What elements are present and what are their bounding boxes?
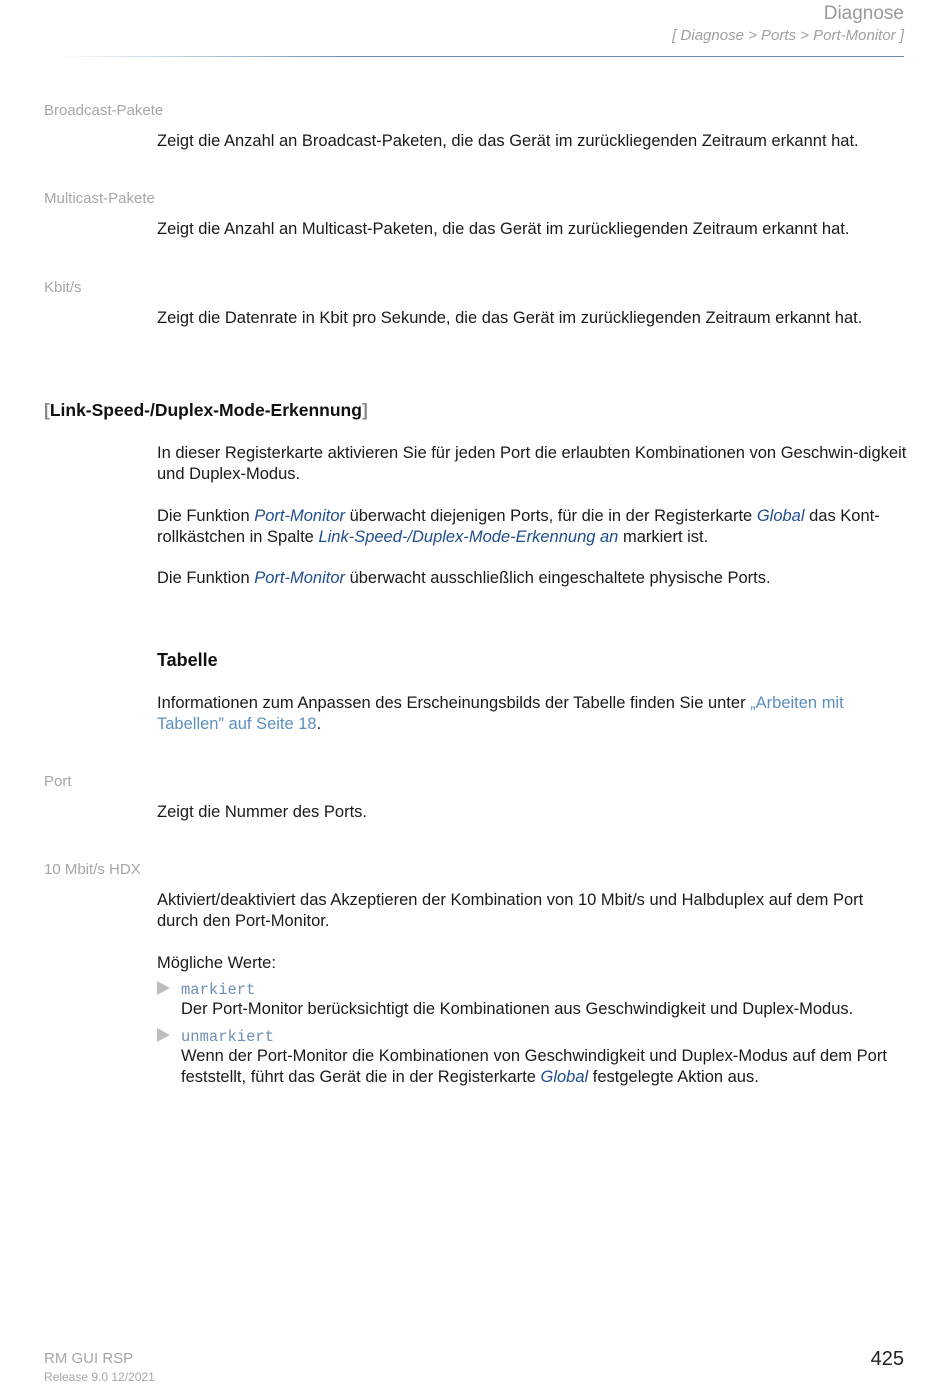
param-name-multicast: Multicast-Pakete (44, 190, 155, 207)
section-paragraph-3 (157, 568, 909, 589)
section-paragraph-2 (157, 506, 909, 548)
param-name-10mbit-hdx: 10 Mbit/s HDX (44, 861, 141, 878)
section-title: Link-Speed-/Duplex-Mode-Erkennung (49, 400, 362, 420)
p3-text-a: Die Funktion (157, 569, 255, 587)
bracket-close: ] (361, 400, 368, 420)
bullet-triangle-icon (157, 1028, 170, 1042)
ui-ref-global-2: Global (540, 1068, 589, 1086)
param-name-kbits: Kbit/s (44, 279, 82, 296)
param-desc-10mbit-hdx: Aktiviert/deaktiviert das Akzeptieren der Kombination von 10 Mbit/s und Halbduplex auf dem Port durch den Port-Monitor. (157, 891, 864, 930)
value-unmarkiert: unmarkiert (181, 1028, 275, 1046)
breadcrumb: [ Diagnose > Ports > Port-Monitor ] (672, 27, 904, 44)
value-markiert: markiert (181, 981, 256, 999)
p2-text-d: markiert ist. (618, 528, 709, 546)
p2-text-c: das Kont-rollkästchen in Spalte (157, 507, 880, 546)
footer-product: RM GUI RSP (44, 1350, 134, 1367)
footer-release: Release 9.0 12/2021 (44, 1370, 155, 1384)
ui-ref-global: Global (756, 507, 805, 525)
param-desc-kbits: Zeigt die Datenrate in Kbit pro Sekunde, die das Gerät im zurückliegenden Zeitraum erkannt hat. (157, 309, 863, 327)
value-unmarkiert-desc (181, 1046, 901, 1088)
section-intro: In dieser Registerkarte aktivieren Sie für jeden Port die erlaubten Kombinationen von Geschwin-digkeit und Duplex-Modus. (157, 444, 907, 483)
value-markiert-desc: Der Port-Monitor berücksichtigt die Kombinationen aus Geschwindigkeit und Duplex-Modus. (181, 1000, 854, 1018)
p3-text-b: überwacht ausschließlich eingeschaltete physische Ports. (345, 569, 771, 587)
ui-ref-port-monitor-2: Port-Monitor (254, 569, 345, 587)
unmarkiert-text-b: festgelegte Aktion aus. (588, 1068, 759, 1086)
chapter-title: Diagnose (823, 3, 904, 24)
ui-ref-link-speed-column: Link-Speed-/Duplex-Mode-Erkennung an (318, 528, 619, 546)
table-info-text-a: Informationen zum Anpassen des Erscheinungsbilds der Tabelle finden Sie unter (157, 694, 751, 712)
unmarkiert-text-a: Wenn der Port-Monitor die Kombinationen von Geschwindigkeit und Duplex-Modus auf dem Port feststellt, führt das Gerät die in der Registerkarte (181, 1047, 887, 1086)
table-info-text-b: . (316, 715, 322, 733)
ui-ref-port-monitor: Port-Monitor (254, 507, 345, 525)
param-desc-multicast: Zeigt die Anzahl an Multicast-Paketen, die das Gerät im zurückliegenden Zeitraum erkannt hat. (157, 220, 850, 238)
table-heading: Tabelle (157, 650, 218, 670)
bullet-triangle-icon (157, 981, 170, 995)
section-heading (44, 400, 368, 421)
possible-values-label: Mögliche Werte: (157, 954, 276, 972)
param-desc-broadcast: Zeigt die Anzahl an Broadcast-Paketen, die das Gerät im zurückliegenden Zeitraum erkannt hat. (157, 132, 859, 150)
header-divider (55, 56, 904, 57)
cross-reference-link[interactable]: „Arbeiten mit Tabellen” auf Seite 18 (157, 694, 844, 733)
param-desc-port: Zeigt die Nummer des Ports. (157, 803, 367, 821)
param-name-port: Port (44, 773, 72, 790)
bracket-open: [ (44, 400, 50, 420)
param-name-broadcast: Broadcast-Pakete (44, 102, 164, 119)
page-number: 425 (870, 1348, 904, 1370)
p2-text-b: überwacht diejenigen Ports, für die in der Registerkarte (345, 507, 757, 525)
p2-text-a: Die Funktion (157, 507, 255, 525)
table-info (157, 693, 909, 735)
